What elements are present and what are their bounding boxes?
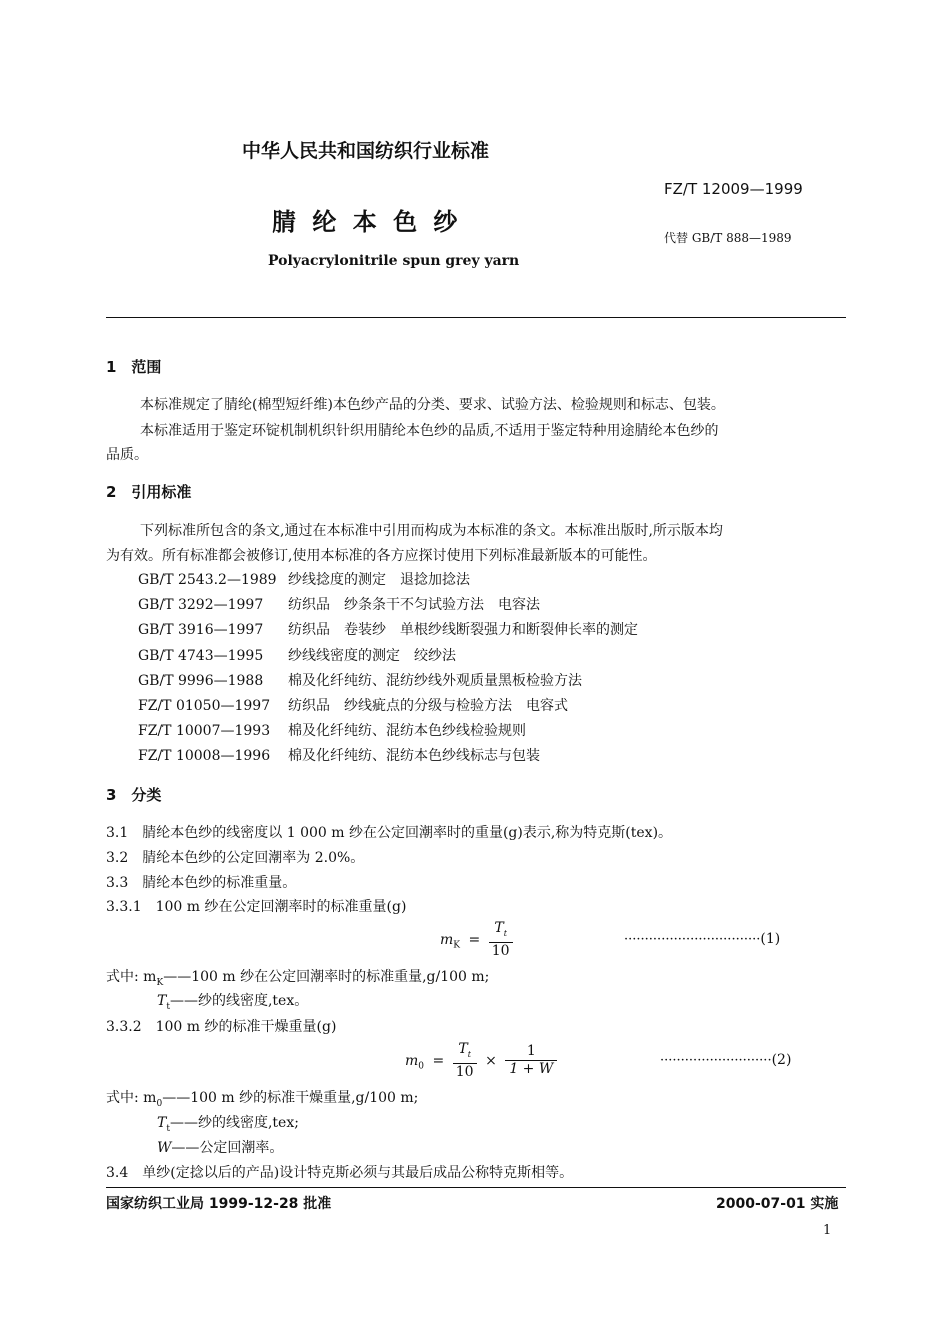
equation-1-leader: ·································(1) xyxy=(624,931,781,947)
section-2-heading: 2 引用标准 xyxy=(106,483,192,501)
header-rule xyxy=(106,317,846,318)
equation-2-where-3: W——公定回潮率。 xyxy=(157,1140,284,1156)
approval-line: 国家纺织工业局 1999-12-28 批准 xyxy=(106,1196,332,1212)
page-number: 1 xyxy=(823,1223,832,1238)
equation-2-leader: ···························(2) xyxy=(660,1052,792,1068)
reference-item: GB/T 9996—1988 棉及化纤纯纺、混纺纱线外观质量黑板检验方法 xyxy=(138,673,582,689)
issuing-org-title: 中华人民共和国纺织行业标准 xyxy=(242,140,490,162)
clause-3-1: 3.1 腈纶本色纱的线密度以 1 000 m 纱在公定回潮率时的重量(g)表示,称为特克斯(tex)。 xyxy=(106,825,673,841)
clause-3-2: 3.2 腈纶本色纱的公定回潮率为 2.0%。 xyxy=(106,850,365,866)
equation-1-where-1: 式中: $m_K——100$ m 纱在公定回潮率时的标准重量,g/100 m; xyxy=(106,969,490,988)
equation-2: $m_0$ = $\frac{T_t}{10}$ × $\frac{1}{1 + W}$ xyxy=(405,1041,557,1081)
footer-rule xyxy=(106,1187,846,1188)
section-1-para-2-line-1: 本标准适用于鉴定环锭机制机织针织用腈纶本色纱的品质,不适用于鉴定特种用途腈纶本色纱的 xyxy=(140,423,719,439)
effective-date: 2000-07-01 实施 xyxy=(716,1196,839,1212)
replaces-standard: 代替 GB/T 888—1989 xyxy=(664,231,792,245)
document-title-english: Polyacrylonitrile spun grey yarn xyxy=(268,253,520,269)
equation-1: $m_K$ = $\frac{T_t}{10}$ xyxy=(440,920,513,960)
section-3-heading: 3 分类 xyxy=(106,786,162,804)
clause-3-3-2: 3.3.2 100 m 纱的标准干燥重量(g) xyxy=(106,1019,337,1035)
section-1-para-1: 本标准规定了腈纶(棉型短纤维)本色纱产品的分类、要求、试验方法、检验规则和标志、包装。 xyxy=(140,397,725,413)
reference-item: GB/T 2543.2—1989 纱线捻度的测定 退捻加捻法 xyxy=(138,572,470,588)
equation-2-where-2: $T_t——$纱的线密度,tex; xyxy=(157,1115,299,1134)
reference-item: GB/T 4743—1995 纱线线密度的测定 绞纱法 xyxy=(138,648,456,664)
reference-item: GB/T 3916—1997 纺织品 卷装纱 单根纱线断裂强力和断裂伸长率的测定 xyxy=(138,622,638,638)
section-1-para-2-line-2: 品质。 xyxy=(106,447,148,463)
reference-item: FZ/T 10008—1996 棉及化纤纯纺、混纺本色纱线标志与包装 xyxy=(138,748,540,764)
section-2-intro-line-2: 为有效。所有标准都会被修订,使用本标准的各方应探讨使用下列标准最新版本的可能性。 xyxy=(106,548,657,564)
clause-3-3-1: 3.3.1 100 m 纱在公定回潮率时的标准重量(g) xyxy=(106,899,407,915)
section-1-heading: 1 范围 xyxy=(106,358,162,376)
equation-2-where-1: 式中: $m_0——100$ m 纱的标准干燥重量,g/100 m; xyxy=(106,1090,419,1109)
clause-3-3: 3.3 腈纶本色纱的标准重量。 xyxy=(106,875,297,891)
section-2-intro-line-1: 下列标准所包含的条文,通过在本标准中引用而构成为本标准的条文。本标准出版时,所示版本均 xyxy=(140,523,723,539)
reference-item: FZ/T 10007—1993 棉及化纤纯纺、混纺本色纱线检验规则 xyxy=(138,723,526,739)
document-title: 腈 纶 本 色 纱 xyxy=(272,208,462,236)
reference-item: GB/T 3292—1997 纺织品 纱条条干不匀试验方法 电容法 xyxy=(138,597,540,613)
reference-item: FZ/T 01050—1997 纺织品 纱线疵点的分级与检验方法 电容式 xyxy=(138,698,568,714)
clause-3-4: 3.4 单纱(定捻以后的产品)设计特克斯必须与其最后成品公称特克斯相等。 xyxy=(106,1165,574,1181)
equation-1-where-2: $T_t——$纱的线密度,tex。 xyxy=(157,993,309,1012)
standard-number: FZ/T 12009—1999 xyxy=(664,180,803,198)
